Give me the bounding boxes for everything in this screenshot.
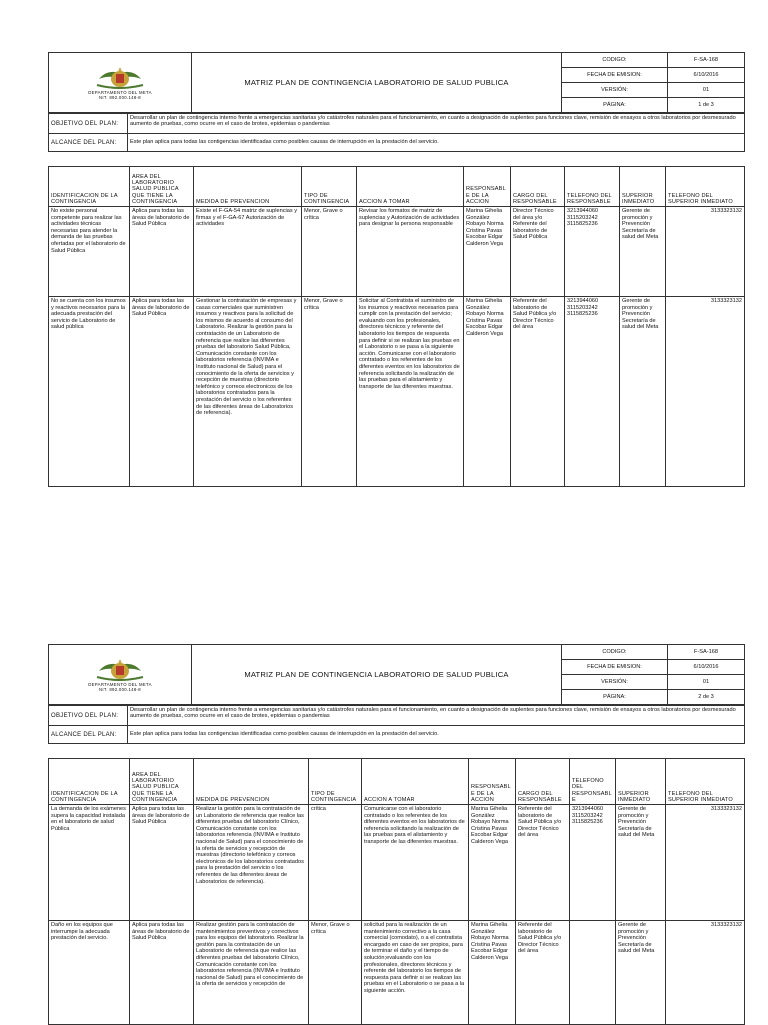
contingency-table (48, 758, 745, 1025)
cell-responsable: Marina Gihelia González Robayo Norma Cristina Pavas Escobar Edgar Calderon Vega (469, 921, 516, 1025)
cell-cargo: Referente del laboratorio de Salud Pública y/o Director Técnico del área (511, 297, 565, 487)
cell-superior: Gerente de promoción y Prevención Secretaría de salud del Meta (616, 921, 666, 1025)
header-superior: SUPERIOR INMEDIATO (616, 759, 666, 805)
fecha-label: FECHA DE EMISION: (562, 660, 668, 675)
cell-superior: Gerente de promoción y Prevención Secretaría de salud del Meta (616, 805, 666, 921)
fecha-value: 6/10/2016 (668, 68, 745, 83)
cell-prevencion: Realizar gestión para la contratación de mantenimientos preventivos y correctivos para los equipos del laboratorio. Realizar la gestión para la contratación de un Laboratorio de referencia que realice las diferentes pruebas del laboratorio Clínico, Comunicación constante con los laboratorios referencia (INVIMA e Instituto nacional de Salud) para el conocimiento de la oferta de servicios y recepción de (194, 921, 309, 1025)
header-table (48, 644, 745, 705)
department-name: DEPARTAMENTO DEL META (88, 89, 152, 95)
cell-tel-superior: 3133323132 (666, 805, 745, 921)
pagina-label: PÁGINA: (562, 690, 668, 705)
header-tipo: TIPO DE CONTINGENCIA (302, 167, 357, 207)
cell-accion: solicitud para la realización de un mantenimiento correctivo a la casa comercial (comodato), o a el contratista encargado en caso de ser propios, para de terminar el daño y el tiempo de solución;evaluando con los profesionales, directores técnicos y referente del laboratorio los tiempos de respuesta para definir si se realizan las pruebas en el Laboratorio o se pasa a la siguiente acción. (362, 921, 469, 1025)
cell-superior: Gerente de promoción y Prevención Secretaría de salud del Meta (620, 297, 666, 487)
cell-telefono: 3213944060 3115203242 3115825236 (565, 207, 620, 297)
header-tipo: TIPO DE CONTINGENCIA (309, 759, 362, 805)
cell-area: Aplica para todas las áreas de laboratorio de Salud Pública (130, 805, 194, 921)
cell-contingencia: No se cuenta con los insumos y reactivos necesarios para la adecuada prestación del servicio de Laboratorio de salud pública (49, 297, 130, 487)
logo-cell (49, 645, 192, 705)
objetivo-text: Desarrollar un plan de contingencia interno frente a emergencias sanitarias y/o catástrofes naturales para el funcionamiento, en cuanto a designación de suplentes para funciones clave, remisión de ensayos a otros laboratorios por desmesurado aumento de pruebas, como ocurre en el caso de brotes, epidemias o pandemias (128, 706, 745, 726)
cell-responsable: Marina Gihelia González Robayo Norma Cristina Pavas Escobar Edgar Calderon Vega (469, 805, 516, 921)
codigo-value: F-SA-168 (668, 53, 745, 68)
cell-contingencia: No existe personal competente para realizar las actividades técnicas necesarias para atender la demanda de las pruebas ofertadas por el laboratorio de Salud Pública (49, 207, 130, 297)
header-accion: ACCION A TOMAR (357, 167, 464, 207)
alcance-label: ALCANCE DEL PLAN: (49, 134, 128, 152)
header-contingencia: IDENTIFICACION DE LA CONTINGENCIA (49, 759, 130, 805)
cell-area: Aplica para todas las áreas de laboratorio de Salud Pública (130, 297, 194, 487)
table-row (49, 207, 745, 297)
header-area: AREA DEL LABORATORIO SALUD PUBLICA QUE TIENE LA CONTINGENCIA (130, 759, 194, 805)
document-page-2 (48, 644, 744, 1025)
header-tel-superior: TELEFONO DEL SUPERIOR INMEDIATO (666, 759, 745, 805)
fecha-value: 6/10/2016 (668, 660, 745, 675)
document-title: MATRIZ PLAN DE CONTINGENCIA LABORATORIO DE SALUD PUBLICA (192, 53, 562, 113)
header-responsable: RESPONSABLE DE LA ACCION (464, 167, 511, 207)
cell-contingencia: Daño en los equipos que interrumpe la adecuada prestación del servicio. (49, 921, 130, 1025)
alcance-text: Este plan aplica para todas las contigencias identificadas como posibles causas de interrupción en la prestación del servicio. (128, 134, 745, 152)
cell-tipo: Menor, Grave o crítica (309, 921, 362, 1025)
header-telefono: TELEFONO DEL RESPONSABLE (565, 167, 620, 207)
codigo-label: CODIGO: (562, 53, 668, 68)
version-label: VERSIÓN: (562, 675, 668, 690)
header-contingencia: IDENTIFICACION DE LA CONTINGENCIA (49, 167, 130, 207)
pagina-value: 2 de 3 (668, 690, 745, 705)
header-prevencion: MEDIDA DE PREVENCION (194, 759, 309, 805)
codigo-value: F-SA-168 (668, 645, 745, 660)
cell-telefono: 3213944060 3115203242 3115825236 (565, 297, 620, 487)
header-table (48, 52, 745, 113)
logo-cell (49, 53, 192, 113)
cell-area: Aplica para todas las áreas de laboratorio de Salud Pública (130, 207, 194, 297)
version-value: 01 (668, 675, 745, 690)
cell-superior: Gerente de promoción y Prevención Secretaría de salud del Meta (620, 207, 666, 297)
department-crest-logo (93, 657, 147, 683)
cell-area: Aplica para todas las áreas de laboratorio de Salud Pública (130, 921, 194, 1025)
cell-tipo: Menor, Grave o crítica (302, 207, 357, 297)
objetivo-label: OBJETIVO DEL PLAN: (49, 114, 128, 134)
table-row (49, 297, 745, 487)
version-label: VERSIÓN: (562, 83, 668, 98)
cell-prevencion: Existe el F-GA-54 matriz de suplencias y firmas y el F-GA-67 Autorización de actividades (194, 207, 302, 297)
department-name: DEPARTAMENTO DEL META (88, 681, 152, 687)
header-telefono: TELEFONO DEL RESPONSABLE (570, 759, 616, 805)
header-area: AREA DEL LABORATORIO SALUD PUBLICA QUE TIENE LA CONTINGENCIA (130, 167, 194, 207)
contingency-table (48, 166, 745, 487)
cell-contingencia: La demanda de los exámenes supera la capacidad instalada en el laboratorio de salud Pública (49, 805, 130, 921)
objetivo-table (48, 705, 745, 744)
department-crest-logo (93, 65, 147, 91)
cell-tel-superior: 3133323132 (666, 297, 745, 487)
header-tel-superior: TELEFONO DEL SUPERIOR INMEDIATO (666, 167, 745, 207)
cell-cargo: Referente del laboratorio de Salud Pública y/o Director Técnico del área (516, 921, 570, 1025)
cell-tipo: Menor, Grave o crítica (302, 297, 357, 487)
cell-prevencion: Realizar la gestión para la contratación de un Laboratorio de referencia que realice las diferentes pruebas del laboratorio Clínico, Comunicación constante con los laboratorios referencia (INVIMA e Instituto nacional de Salud) para el conocimiento de la oferta de servicios y recepción de muestras (directorio telefónico y correos electronicos de los laboratorios contratados para la prestación del servicio o los referentes de las diferentes áreas de Laboratorios de referencia). (194, 805, 309, 921)
objetivo-label: OBJETIVO DEL PLAN: (49, 706, 128, 726)
pagina-value: 1 de 3 (668, 98, 745, 113)
cell-accion: Revisar los formatos de matriz de suplencias y Autorización de actividades para designar la persona responsable (357, 207, 464, 297)
cell-tipo: crítica (309, 805, 362, 921)
table-row (49, 805, 745, 921)
fecha-label: FECHA DE EMISION: (562, 68, 668, 83)
header-superior: SUPERIOR INMEDIATO (620, 167, 666, 207)
header-prevencion: MEDIDA DE PREVENCION (194, 167, 302, 207)
codigo-label: CODIGO: (562, 645, 668, 660)
document-title: MATRIZ PLAN DE CONTINGENCIA LABORATORIO DE SALUD PUBLICA (192, 645, 562, 705)
objetivo-table (48, 113, 745, 152)
cell-telefono (570, 921, 616, 1025)
version-value: 01 (668, 83, 745, 98)
alcance-label: ALCANCE DEL PLAN: (49, 726, 128, 744)
cell-responsable: Marina Gihelia González Robayo Norma Cristina Pavas Escobar Edgar Calderon Vega (464, 297, 511, 487)
cell-responsable: Marina Gihelia González Robayo Norma Cristina Pavas Escobar Edgar Calderon Vega (464, 207, 511, 297)
cell-cargo: Referente del laboratorio de Salud Pública y/o Director Técnico del área (516, 805, 570, 921)
cell-telefono: 3213944060 3115203242 3115825236 (570, 805, 616, 921)
cell-tel-superior: 3133323132 (666, 207, 745, 297)
cell-cargo: Director Técnico del área y/o Referente del laboratorio de Salud Pública (511, 207, 565, 297)
cell-accion: Solicitar al Contratista el suministro de los insumos y reactivos necesarios para cumplir con la prestación del servicio; evaluando con los profesionales, directores técnicos y referente del laboratorio los tiempos de respuesta para definir si se realizan las pruebas en el Laboratorio o se pasa a la siguiente acción. Comunicarse con el laboratorio contratado o los referentes de los diferentes eventos en los laboratorios de referencia solicitando la realización de las pruebas para el alistamiento y transporte de las diferentes muestras. (357, 297, 464, 487)
objetivo-text: Desarrollar un plan de contingencia interno frente a emergencias sanitarias y/o catástrofes naturales para el funcionamiento, en cuanto a designación de suplentes para funciones clave, remisión de ensayos a otros laboratorios por desmesurado aumento de pruebas, como ocurre en el caso de brotes, epidemias o pandemias (128, 114, 745, 134)
department-nit: NIT. 892.000.148-8 (99, 94, 141, 100)
pagina-label: PÁGINA: (562, 98, 668, 113)
cell-prevencion: Gestionar la contratación de empresas y casas comerciales que suministren insumos y reactivos para la solicitud de los mismos de acuerdo al consumo del Laboratorio. Realizar la gestión para la contratación de un Laboratorio de referencia que realice las diferentes pruebas del laboratorio Salud Pública, Comunicación constante con los laboratorios referencia (INVIMA e Instituto nacional de Salud) para el conocimiento de la oferta de servicios y recepción de muestras (directorio telefónico y correos electronicos de los laboratorios contratados para la prestación del servicio o los referentes de las diferentes áreas de Laboratorios de referencia). (194, 297, 302, 487)
header-responsable: RESPONSABLE DE LA ACCION (469, 759, 516, 805)
department-nit: NIT. 892.000.148-8 (99, 686, 141, 692)
cell-tel-superior: 3133323132 (666, 921, 745, 1025)
document-page-1 (48, 52, 744, 487)
table-row (49, 921, 745, 1025)
cell-accion: Comunicarse con el laboratorio contratado o los referentes de los diferentes eventos en los laboratorios de referencia solicitando la realización de las pruebas para el alistamiento y transporte de las diferentes muestras. (362, 805, 469, 921)
header-cargo: CARGO DEL RESPONSABLE (511, 167, 565, 207)
alcance-text: Este plan aplica para todas las contigencias identificadas como posibles causas de interrupción en la prestación del servicio. (128, 726, 745, 744)
header-accion: ACCION A TOMAR (362, 759, 469, 805)
header-cargo: CARGO DEL RESPONSABLE (516, 759, 570, 805)
